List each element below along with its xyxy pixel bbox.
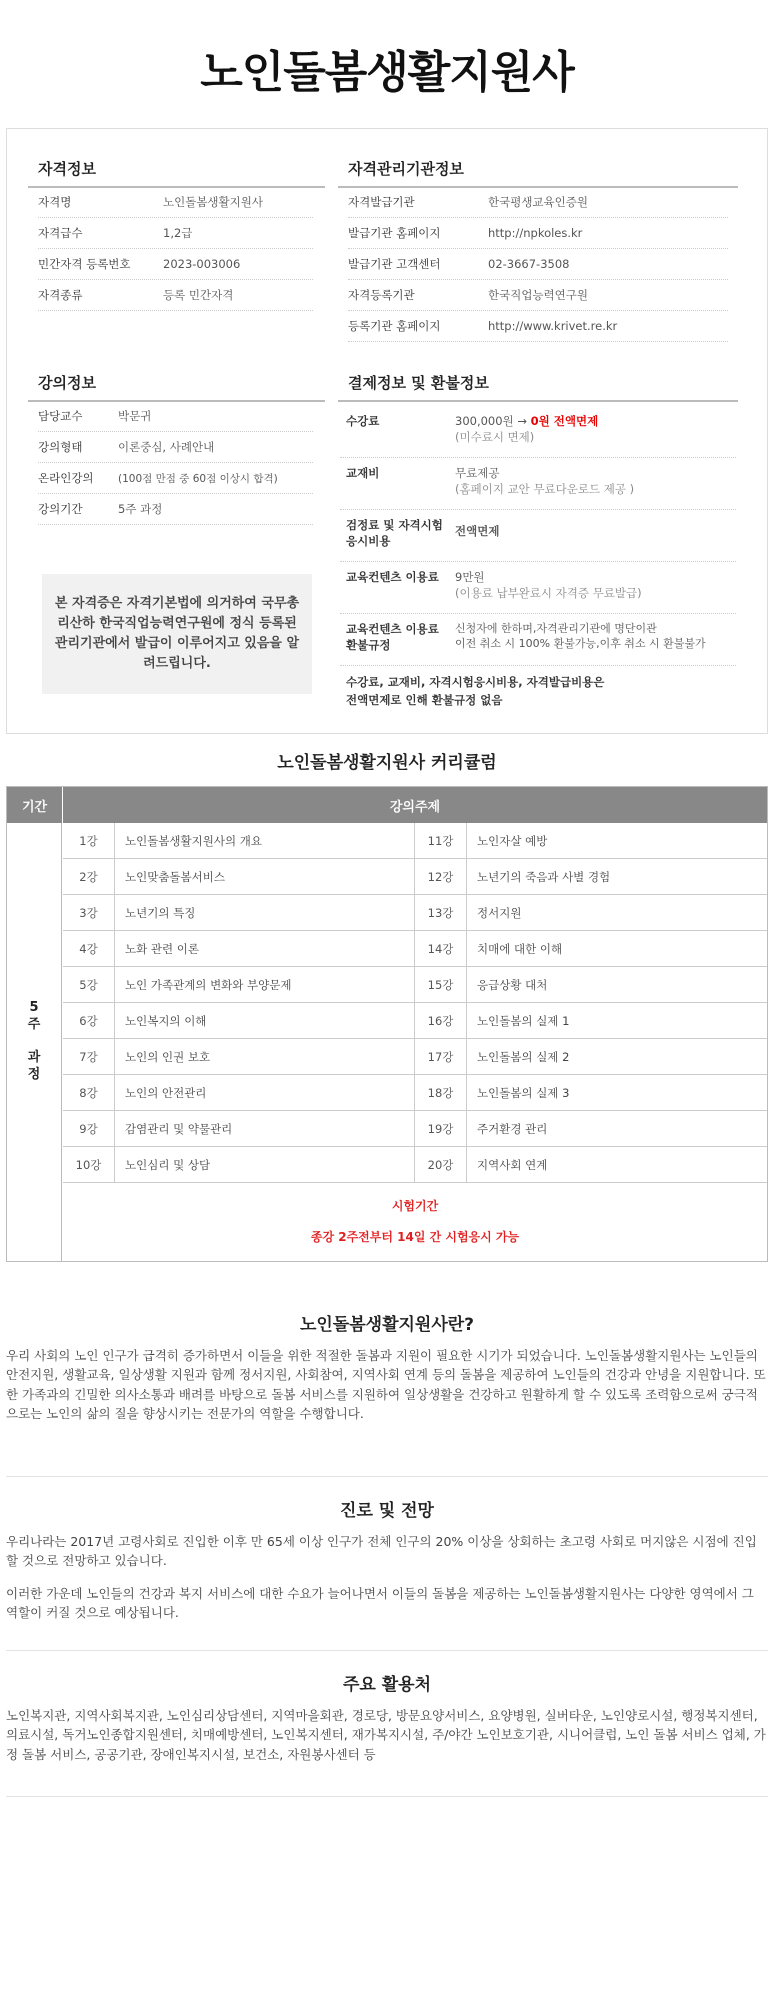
kv-row bbox=[38, 432, 313, 463]
lesson-topic: 노인맞춤돌봄서비스 bbox=[115, 859, 415, 895]
fee-value bbox=[455, 414, 598, 445]
kv-key: 자격명 bbox=[38, 195, 72, 209]
lesson-topic: 노화 관련 이론 bbox=[115, 931, 415, 967]
fee-row bbox=[340, 406, 736, 458]
divider bbox=[6, 1796, 768, 1797]
table-row bbox=[63, 1075, 767, 1111]
kv-value: 등록 민간자격 bbox=[163, 288, 234, 302]
exam-fee-label bbox=[346, 518, 443, 549]
exam-label-line1: 검정료 및 자격시험 bbox=[346, 518, 443, 532]
lesson-topic: 감염관리 및 약물관리 bbox=[115, 1111, 415, 1147]
kv-key: 담당교수 bbox=[38, 409, 83, 423]
lesson-topic: 노인의 인권 보호 bbox=[115, 1039, 415, 1075]
kv-row bbox=[38, 494, 313, 525]
kv-key: 자격등록기관 bbox=[348, 288, 415, 302]
lesson-number: 4강 bbox=[63, 931, 115, 967]
divider bbox=[6, 1476, 768, 1477]
header-topic: 강의주제 bbox=[63, 787, 767, 823]
kv-key: 민간자격 등록번호 bbox=[38, 257, 131, 271]
exam-fee-row bbox=[340, 510, 736, 562]
kv-key: 강의형태 bbox=[38, 440, 83, 454]
exam-label-line2: 응시비용 bbox=[346, 533, 391, 548]
info-box bbox=[6, 128, 768, 734]
about-text: 우리 사회의 노인 인구가 급격히 증가하면서 이들을 위한 적절한 돌봄과 지원이 필요한 시기가 되었습니다. 노인돌봄생활지원사는 노인들의 안전지원, 생활교육, 일상생활 지원과 함께 정서지원, 사회참여, 지역사회 연계 등의 돌봄을 제공하여 노인들의 건강과 안녕을 지원합니다. 또한 가족과의 긴밀한 의사소통과 배려를 바탕으로 돌봄 서비스를 지원하여 일상생활을 건강하고 원활하게 할 수 있도록 조력함으로써 궁극적으로는 노인의 삶의 질을 향상시키는 전문가의 역할을 수행합니다. bbox=[6, 1348, 766, 1422]
content-fee-text: 9만원 bbox=[455, 570, 485, 584]
lesson-topic: 지역사회 연계 bbox=[477, 1158, 548, 1172]
table-row bbox=[63, 895, 767, 931]
kv-row bbox=[38, 401, 313, 432]
lesson-topic: 치매에 대한 이해 bbox=[477, 942, 563, 956]
lesson-number: 14강 bbox=[415, 931, 467, 967]
table-row bbox=[63, 1003, 767, 1039]
refund-value bbox=[455, 622, 706, 652]
fee-label: 수강료 bbox=[346, 414, 380, 428]
lesson-topic: 노인의 안전관리 bbox=[115, 1075, 415, 1111]
material-sub: (홈페이지 교안 무료다운로드 제공 ) bbox=[455, 481, 635, 496]
table-row bbox=[63, 823, 767, 859]
lesson-number: 2강 bbox=[63, 859, 115, 895]
kv-value: 2023-003006 bbox=[163, 257, 241, 271]
kv-value: 노인돌봄생활지원사 bbox=[163, 195, 263, 209]
refund-label-line2: 환불규정 bbox=[346, 637, 391, 652]
header-period: 기간 bbox=[7, 787, 63, 823]
kv-key: 자격급수 bbox=[38, 226, 83, 240]
refund-label-line1: 교육컨텐츠 이용료 bbox=[346, 622, 439, 636]
lesson-number: 6강 bbox=[63, 1003, 115, 1039]
table-row bbox=[63, 967, 767, 1003]
period-unit: 주 bbox=[27, 1016, 41, 1032]
lesson-number: 5강 bbox=[63, 967, 115, 1003]
kv-key: 강의기간 bbox=[38, 502, 83, 516]
lesson-topic: 노인돌봄생활지원사의 개요 bbox=[115, 823, 415, 859]
kv-value: 한국직업능력연구원 bbox=[488, 288, 588, 302]
lesson-topic: 응급상황 대처 bbox=[477, 978, 548, 992]
lesson-topic: 노인심리 및 상담 bbox=[115, 1147, 415, 1183]
page-title: 노인돌봄생활지원사 bbox=[200, 47, 574, 98]
refund-line1: 신청자에 한하며,자격관리기관에 명단이관 bbox=[455, 622, 657, 635]
kv-key: 자격발급기관 bbox=[348, 195, 415, 209]
content-fee-row bbox=[340, 562, 736, 614]
kv-value: 5주 과정 bbox=[118, 502, 163, 516]
qualification-title: 자격정보 bbox=[38, 160, 96, 178]
lesson-number: 8강 bbox=[63, 1075, 115, 1111]
kv-row bbox=[38, 218, 313, 249]
kv-value: (100점 만점 중 60점 이상시 합격) bbox=[118, 472, 278, 485]
kv-row bbox=[38, 463, 313, 494]
usage-title: 주요 활용처 bbox=[342, 1675, 432, 1695]
curriculum-title: 노인돌봄생활지원사 커리큘럼 bbox=[277, 753, 497, 773]
lesson-topic: 주거환경 관리 bbox=[477, 1122, 548, 1136]
kv-row bbox=[38, 187, 313, 218]
payment-title: 결제정보 및 환불정보 bbox=[348, 374, 489, 392]
kv-value: 이론중심, 사례안내 bbox=[118, 440, 215, 454]
lesson-topic: 노인 가족관계의 변화와 부양문제 bbox=[115, 967, 415, 1003]
exam-fee-value: 전액면제 bbox=[455, 524, 500, 538]
kv-key: 발급기관 고객센터 bbox=[348, 257, 441, 271]
usage-text: 노인복지관, 지역사회복지관, 노인심리상담센터, 지역마을회관, 경로당, 방문요양서비스, 요양병원, 실버타운, 노인양로시설, 행정복지센터, 의료시설, 독거노인종합지원센터, 치매예방센터, 노인복지센터, 재가복지시설, 주/야간 노인보호기관, 시니어클럽, 노인 돌봄 서비스 업체, 가정 돌봄 서비스, 공공기관, 장애인복지시설, 보건소, 자원봉사센터 등 bbox=[6, 1708, 766, 1762]
career-text-1: 우리나라는 2017년 고령사회로 진입한 이후 만 65세 이상 인구가 전체 인구의 20% 이상을 상회하는 초고령 사회로 머지않은 시점에 진입할 것으로 전망하고 있습니다. bbox=[6, 1534, 757, 1569]
fee-free: 0원 전액면제 bbox=[530, 414, 599, 428]
kv-value: 박문귀 bbox=[118, 409, 152, 423]
lesson-topic: 노년기의 특징 bbox=[115, 895, 415, 931]
kv-key: 등록기관 홈페이지 bbox=[348, 319, 441, 333]
refund-row bbox=[340, 614, 736, 666]
lecture-title: 강의정보 bbox=[38, 374, 96, 392]
kv-value: 한국평생교육인증원 bbox=[488, 195, 588, 209]
refund-footer bbox=[346, 674, 604, 710]
exam-title: 시험기간 bbox=[391, 1199, 439, 1213]
table-row bbox=[63, 859, 767, 895]
content-fee-label: 교육컨텐츠 이용료 bbox=[346, 570, 439, 584]
refund-footer-line2: 전액면제로 인해 환불규정 없음 bbox=[346, 692, 503, 707]
material-row bbox=[340, 458, 736, 510]
kv-row bbox=[38, 249, 313, 280]
fee-sub: (미수료시 면제) bbox=[455, 429, 535, 444]
kv-key: 온라인강의 bbox=[38, 471, 94, 485]
kv-row bbox=[348, 249, 728, 280]
lesson-number: 3강 bbox=[63, 895, 115, 931]
career-title: 진로 및 전망 bbox=[340, 1501, 434, 1521]
kv-row bbox=[38, 280, 313, 311]
lesson-number: 1강 bbox=[63, 823, 115, 859]
period-word1: 과 bbox=[27, 1050, 41, 1066]
period-cell bbox=[7, 823, 62, 1261]
kv-value: 1,2급 bbox=[163, 226, 193, 240]
period-word2: 정 bbox=[27, 1067, 41, 1083]
lesson-number: 16강 bbox=[415, 1003, 467, 1039]
exam-period bbox=[63, 1183, 767, 1261]
content-fee-sub: (이용료 납부완료시 자격증 무료발급) bbox=[455, 585, 642, 600]
table-row bbox=[63, 1111, 767, 1147]
homepage-link[interactable]: http://npkoles.kr bbox=[488, 226, 583, 240]
lesson-number: 20강 bbox=[415, 1147, 467, 1183]
material-text: 무료제공 bbox=[455, 466, 500, 480]
career-text-2: 이러한 가운데 노인들의 건강과 복지 서비스에 대한 수요가 늘어나면서 이들의 돌봄을 제공하는 노인돌봄생활지원사는 다양한 영역에서 그 역할이 커질 것으로 예상됩니다. bbox=[6, 1586, 754, 1621]
lesson-topic: 노인돌봄의 실제 1 bbox=[477, 1014, 570, 1028]
lesson-number: 10강 bbox=[63, 1147, 115, 1183]
refund-line2: 이전 취소 시 100% 환불가능,이후 취소 시 환불불가 bbox=[455, 636, 706, 650]
about-title: 노인돌봄생활지원사란? bbox=[299, 1315, 475, 1335]
curriculum-table bbox=[6, 786, 768, 1262]
exam-desc: 종강 2주전부터 14일 간 시험응시 가능 bbox=[310, 1230, 520, 1244]
lesson-number: 7강 bbox=[63, 1039, 115, 1075]
lesson-topic: 노인돌봄의 실제 3 bbox=[477, 1086, 570, 1100]
divider bbox=[6, 1650, 768, 1651]
kv-row bbox=[348, 187, 728, 218]
lesson-topic: 노인복지의 이해 bbox=[115, 1003, 415, 1039]
lesson-topic: 노년기의 죽음과 사별 경험 bbox=[477, 870, 611, 884]
lesson-number: 9강 bbox=[63, 1111, 115, 1147]
lesson-number: 12강 bbox=[415, 859, 467, 895]
lesson-topic: 노인자살 예방 bbox=[477, 834, 548, 848]
section-divider bbox=[338, 400, 738, 402]
agency-title: 자격관리기관정보 bbox=[348, 160, 464, 178]
refund-footer-line1: 수강료, 교재비, 자격시험응시비용, 자격발급비용은 bbox=[346, 675, 605, 689]
kv-row bbox=[348, 280, 728, 311]
content-fee-value bbox=[455, 570, 642, 601]
lesson-topic: 노인돌봄의 실제 2 bbox=[477, 1050, 570, 1064]
kv-row bbox=[348, 218, 728, 249]
period-number: 5 bbox=[29, 999, 39, 1015]
refund-label bbox=[346, 622, 439, 653]
lesson-number: 13강 bbox=[415, 895, 467, 931]
material-label: 교재비 bbox=[346, 466, 380, 480]
table-row bbox=[63, 931, 767, 967]
notice-box: 본 자격증은 자격기본법에 의거하여 국무총리산하 한국직업능력연구원에 정식 등록된 관리기관에서 발급이 이루어지고 있음을 알려드립니다. bbox=[42, 574, 312, 694]
material-value bbox=[455, 466, 634, 497]
table-row bbox=[63, 1147, 767, 1183]
lesson-number: 19강 bbox=[415, 1111, 467, 1147]
lesson-number: 11강 bbox=[415, 823, 467, 859]
kv-row bbox=[348, 311, 728, 342]
table-row bbox=[63, 1039, 767, 1075]
registry-link[interactable]: http://www.krivet.re.kr bbox=[488, 319, 618, 333]
lesson-number: 17강 bbox=[415, 1039, 467, 1075]
fee-price: 300,000원 → bbox=[455, 414, 531, 428]
lesson-topic: 정서지원 bbox=[477, 906, 522, 920]
kv-key: 자격종류 bbox=[38, 288, 83, 302]
lesson-number: 18강 bbox=[415, 1075, 467, 1111]
lesson-number: 15강 bbox=[415, 967, 467, 1003]
kv-value: 02-3667-3508 bbox=[488, 257, 570, 271]
kv-key: 발급기관 홈페이지 bbox=[348, 226, 441, 240]
